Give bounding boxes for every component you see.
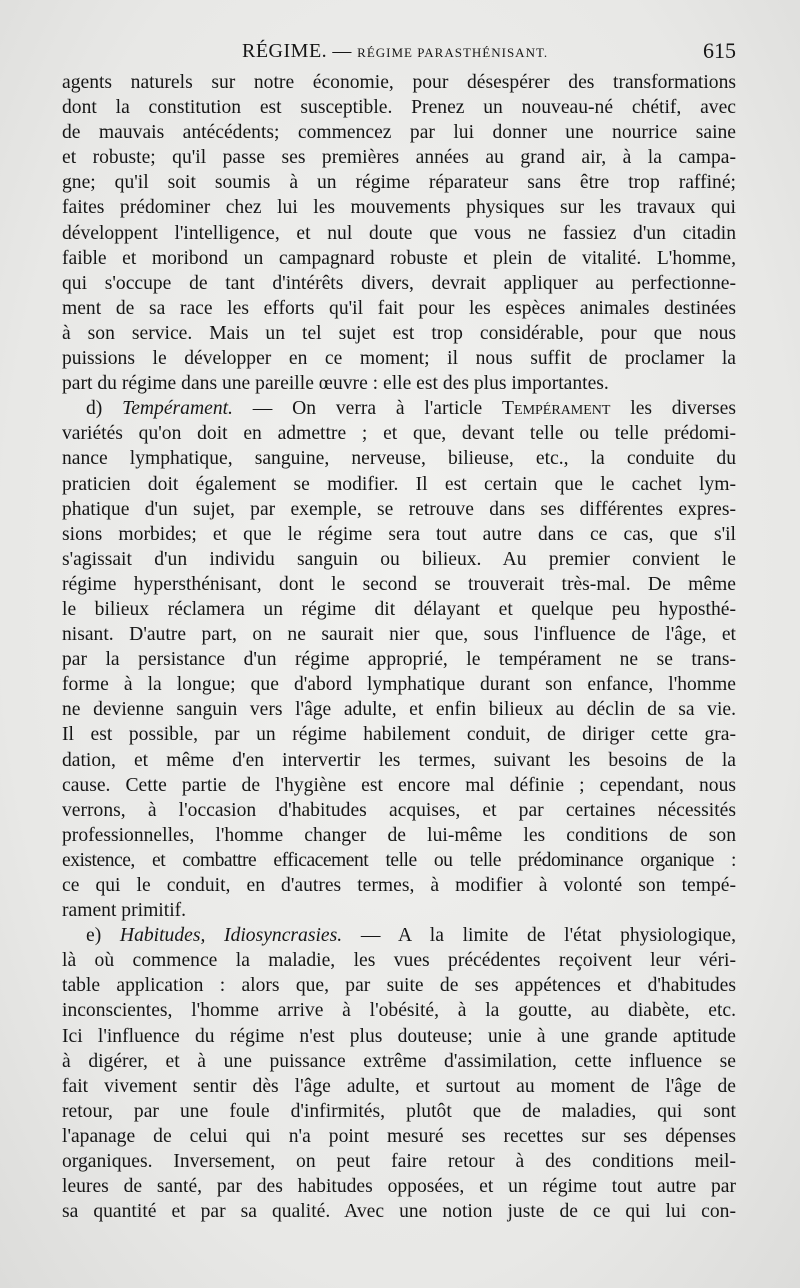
text-line: régime hypersthénisant, dont le second se trouverait très-mal. De même <box>62 573 736 595</box>
text-line: nisant. D'autre part, on ne saurait nier que, sous l'influence de l'âge, et <box>62 624 736 646</box>
page-header <box>62 36 736 66</box>
text-line: forme à la longue; que d'abord lymphatique durant son enfance, l'homme <box>62 674 736 696</box>
text-line: ment de sa race les efforts qu'il fait pour les espèces animales destinées <box>62 297 736 319</box>
running-title-sub: RÉGIME PARASTHÉNISANT. <box>357 45 549 60</box>
text-line: table application : alors que, par suite de ses appétences et d'habitudes <box>62 975 736 997</box>
running-title <box>242 40 548 63</box>
text-line: ne devienne sanguin vers l'âge adulte, et enfin bilieux au déclin de sa vie. <box>62 699 736 721</box>
section-heading: Habitudes, Idiosyncrasies. <box>119 925 343 947</box>
text-line: le bilieux réclamera un régime dit délayant et quelque peu hyposthé- <box>62 598 736 620</box>
text-line: développent l'intelligence, et nul doute que vous ne fassiez d'un citadin <box>62 222 736 244</box>
text-line: organiques. Inversement, on peut faire retour à des conditions meil- <box>62 1151 736 1173</box>
text-line: de mauvais antécédents; commencez par lui donner une nourrice saine <box>62 122 736 144</box>
text-line: variétés qu'on doit en admettre ; et que, devant telle ou telle prédomi- <box>62 423 736 445</box>
text-line: agents naturels sur notre économie, pour désespérer des transformations <box>62 72 736 93</box>
first-line-text-end: les diverses <box>630 398 736 420</box>
first-line-text-end: A la limite de l'état physiologique, <box>398 925 737 947</box>
running-title-main: RÉGIME. <box>242 40 328 62</box>
text-line: inconscientes, l'homme arrive à l'obésité, à la goutte, au diabète, etc. <box>62 1000 736 1022</box>
text-line: sions morbides; et que le régime sera tout autre dans ce cas, que s'il <box>62 523 736 545</box>
section-heading: Tempérament. <box>122 398 233 420</box>
text-line: dation, et même d'en intervertir les termes, suivant les besoins de la <box>62 749 736 771</box>
text-line: cause. Cette partie de l'hygiène est encore mal définie ; cependant, nous <box>62 774 736 796</box>
text-line: phatique d'un sujet, par exemple, se retrouve dans ses différentes expres- <box>62 498 736 520</box>
text-line: fait vivement sentir dès l'âge adulte, et surtout au moment de l'âge de <box>62 1075 736 1097</box>
page-number: 615 <box>703 38 736 63</box>
text-line: s'agissait d'un individu sanguin ou bilieux. Au premier convient le <box>62 548 736 570</box>
running-title-separator: — <box>332 41 352 62</box>
text-line: qui s'occupe de tant d'intérêts divers, devrait appliquer au perfectionne- <box>62 272 736 294</box>
text-line: faites prédominer chez lui les mouvements physiques sur les travaux qui <box>62 197 736 219</box>
text-line: retour, par une foule d'infirmités, plutôt que de maladies, qui sont <box>62 1100 736 1122</box>
text-line: puissions le développer en ce moment; il nous suffit de proclamer la <box>62 348 736 370</box>
section-first-line <box>62 396 736 421</box>
text-line: à digérer, et à une puissance extrême d'assimilation, cette influence se <box>62 1050 736 1072</box>
body-text <box>62 70 736 1224</box>
text-line: rament primitif. <box>62 900 187 922</box>
text-line: sa quantité et par sa qualité. Avec une notion juste de ce qui lui con- <box>62 1201 736 1223</box>
heading-dash: — <box>360 925 381 947</box>
article-reference: Tempérament <box>502 398 611 420</box>
text-line: et robuste; qu'il passe ses premières années au grand air, à la campa- <box>62 147 736 169</box>
section-first-line <box>62 923 736 948</box>
text-line: part du régime dans une pareille œuvre : elle est des plus importantes. <box>62 373 609 395</box>
text-line: gne; qu'il soit soumis à un régime réparateur sans être trop raffiné; <box>62 172 736 194</box>
text-line: Il est possible, par un régime habilement conduit, de diriger cette gra- <box>62 724 736 746</box>
text-line: ce qui le conduit, en d'autres termes, à modifier à volonté son tempé- <box>62 875 736 896</box>
text-line: par la persistance d'un régime approprié, le tempérament ne se trans- <box>62 649 736 671</box>
first-line-text: On verra à l'article <box>292 398 483 420</box>
heading-dash: — <box>252 398 273 420</box>
text-line: à son service. Mais un tel sujet est trop considérable, pour que nous <box>62 322 736 344</box>
text-line: dont la constitution est susceptible. Prenez un nouveau-né chétif, avec <box>62 97 736 119</box>
text-line: l'apanage de celui qui n'a point mesuré ses recettes sur ses dépenses <box>62 1125 736 1147</box>
text-line: praticien doit également se modifier. Il est certain que le cachet lym- <box>62 473 736 495</box>
text-line: faible et moribond un campagnard robuste et plein de vitalité. L'homme, <box>62 247 736 269</box>
text-line: là où commence la maladie, les vues précédentes reçoivent leur véri- <box>62 950 736 972</box>
text-line: verrons, à l'occasion d'habitudes acquises, et par certaines nécessités <box>62 799 736 821</box>
section-label: d) <box>86 398 103 420</box>
text-line: professionnelles, l'homme changer de lui-même les conditions de son <box>62 824 736 846</box>
paragraph-temperament <box>62 396 736 923</box>
paragraph-habitudes <box>62 923 736 1224</box>
text-line: leures de santé, par des habitudes opposées, et un régime tout autre par <box>62 1176 736 1198</box>
text-line: existence, et combattre efficacement telle ou telle prédominance organique : <box>62 849 736 871</box>
paragraph-continuation <box>62 70 736 396</box>
text-line: nance lymphatique, sanguine, nerveuse, bilieuse, etc., la conduite du <box>62 448 736 470</box>
text-line: Ici l'influence du régime n'est plus douteuse; unie à une grande aptitude <box>62 1025 736 1047</box>
section-label: e) <box>86 925 102 947</box>
